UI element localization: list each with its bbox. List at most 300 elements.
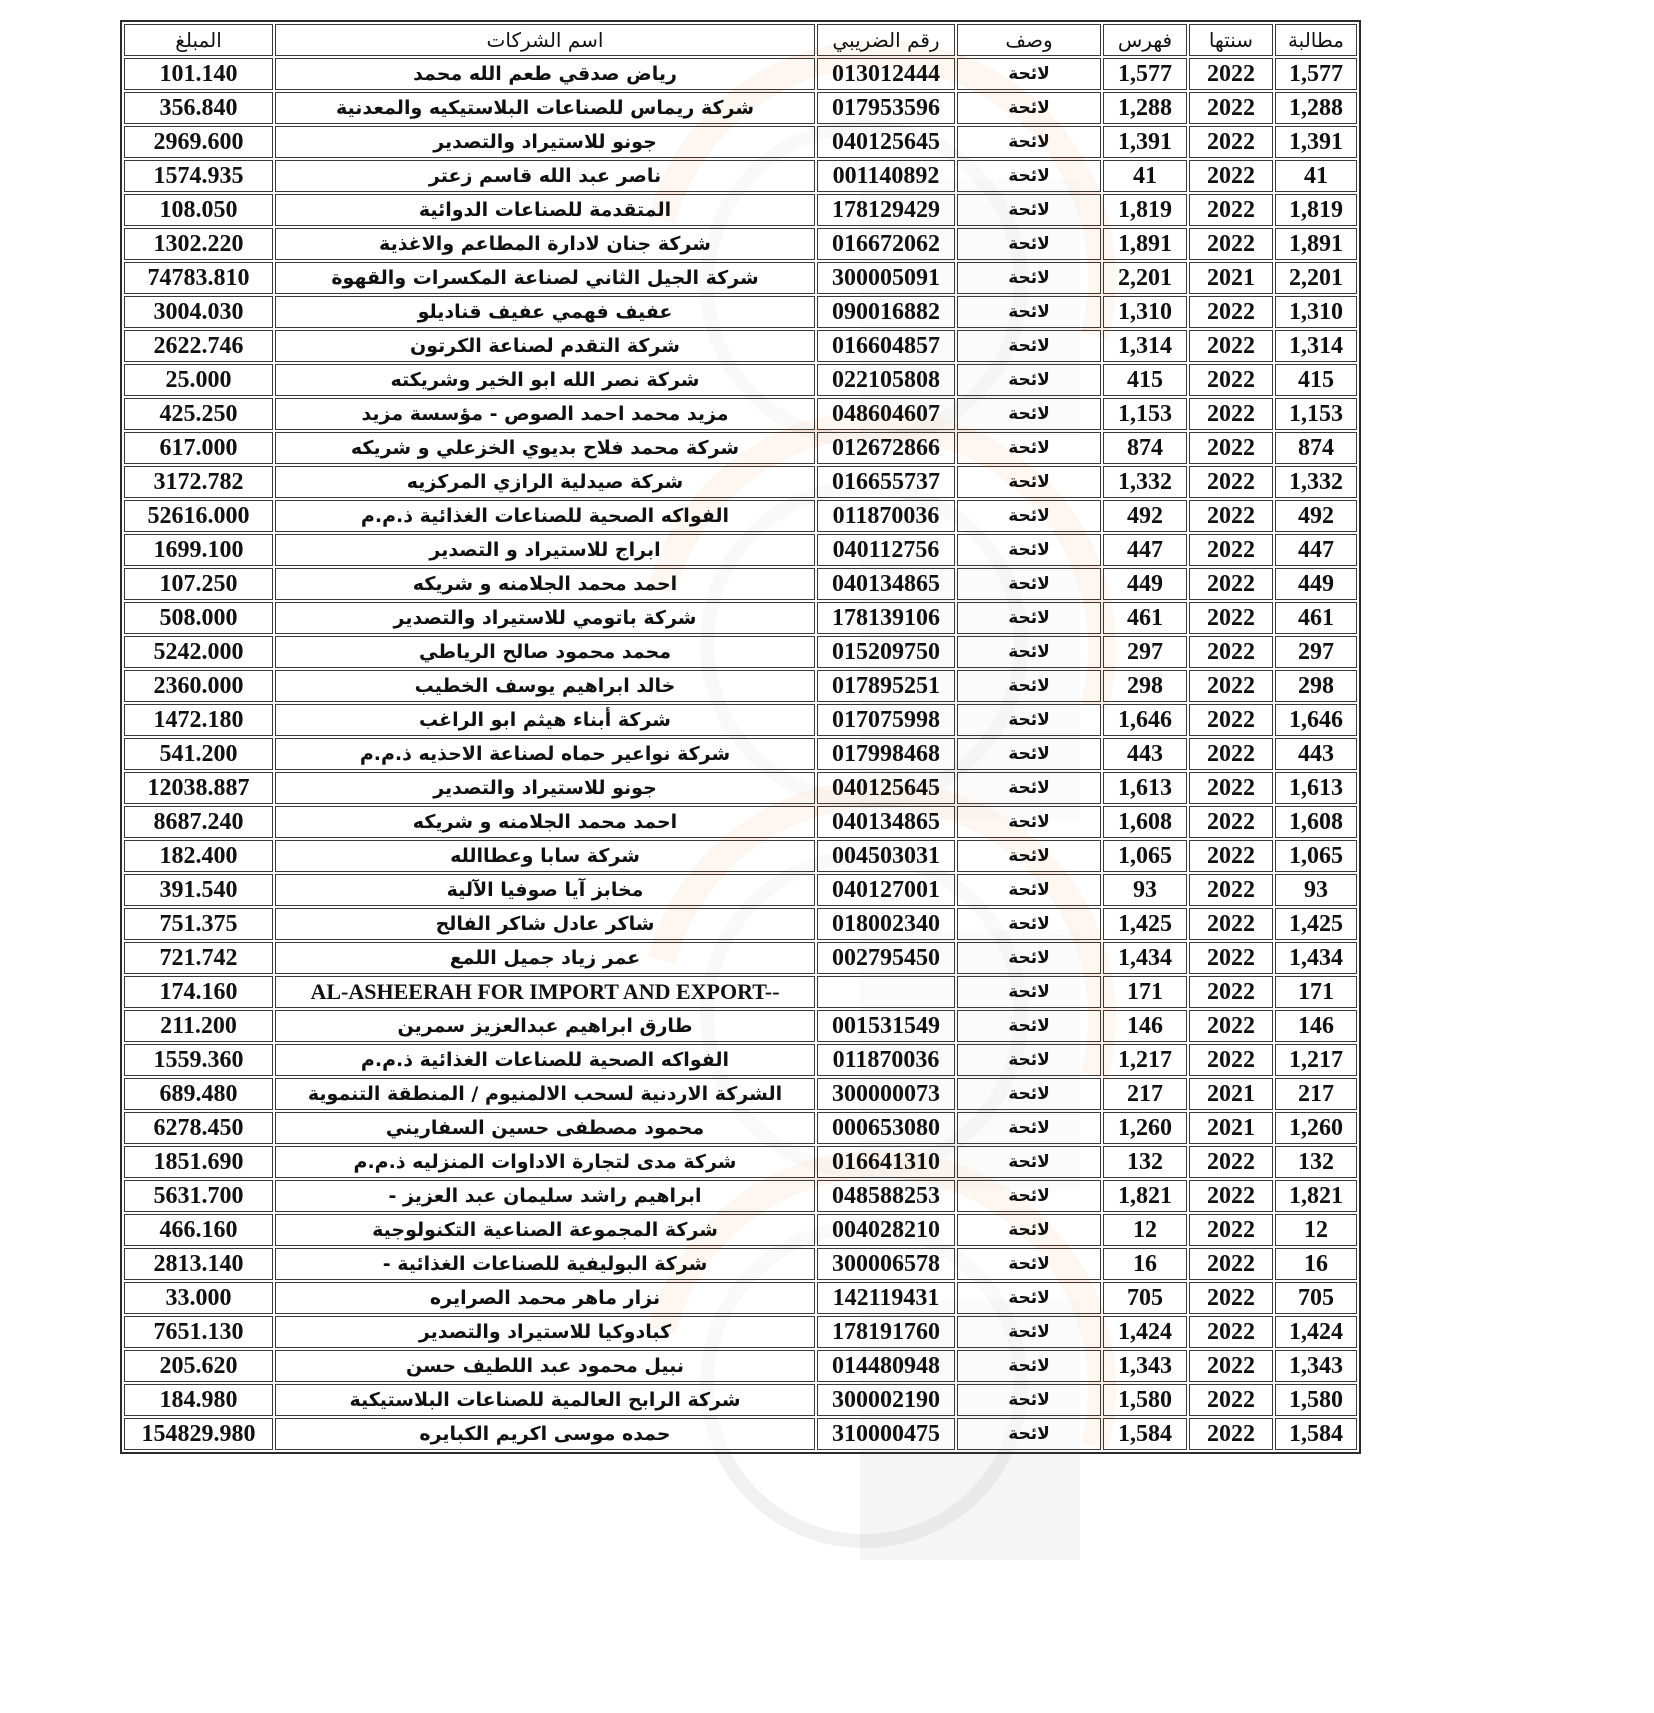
cell-year: 2021 bbox=[1189, 1112, 1273, 1144]
cell-company-name: مخابز آيا صوفيا الآلية bbox=[275, 874, 815, 906]
cell-index: 93 bbox=[1103, 874, 1187, 906]
cell-claim: 2,201 bbox=[1275, 262, 1357, 294]
cell-description: لائحة bbox=[957, 806, 1101, 838]
cell-claim: 146 bbox=[1275, 1010, 1357, 1042]
cell-description: لائحة bbox=[957, 1078, 1101, 1110]
cell-tax-number: 016655737 bbox=[817, 466, 955, 498]
table-row bbox=[124, 772, 1357, 804]
cell-year: 2022 bbox=[1189, 568, 1273, 600]
cell-index: 298 bbox=[1103, 670, 1187, 702]
cell-company-name: جونو للاستيراد والتصدير bbox=[275, 126, 815, 158]
cell-year: 2022 bbox=[1189, 500, 1273, 532]
cell-claim: 1,343 bbox=[1275, 1350, 1357, 1382]
cell-tax-number: 178129429 bbox=[817, 194, 955, 226]
cell-amount: 1699.100 bbox=[124, 534, 273, 566]
cell-year: 2022 bbox=[1189, 364, 1273, 396]
cell-company-name: احمد محمد الجلامنه و شريكه bbox=[275, 568, 815, 600]
table-row bbox=[124, 942, 1357, 974]
cell-amount: 1851.690 bbox=[124, 1146, 273, 1178]
cell-company-name: شركة نصر الله ابو الخير وشريكته bbox=[275, 364, 815, 396]
table-row bbox=[124, 1112, 1357, 1144]
cell-description: لائحة bbox=[957, 58, 1101, 90]
cell-company-name: شركة التقدم لصناعة الكرتون bbox=[275, 330, 815, 362]
header-tax-number: رقم الضريبي bbox=[817, 24, 955, 56]
cell-description: لائحة bbox=[957, 296, 1101, 328]
cell-tax-number: 040112756 bbox=[817, 534, 955, 566]
cell-index: 1,646 bbox=[1103, 704, 1187, 736]
cell-year: 2022 bbox=[1189, 1350, 1273, 1382]
cell-company-name: حمده موسى اكريم الكبايره bbox=[275, 1418, 815, 1450]
cell-company-name: المتقدمة للصناعات الدوائية bbox=[275, 194, 815, 226]
cell-tax-number: 013012444 bbox=[817, 58, 955, 90]
cell-company-name: مزيد محمد احمد الصوص - مؤسسة مزيد bbox=[275, 398, 815, 430]
cell-amount: 751.375 bbox=[124, 908, 273, 940]
cell-year: 2022 bbox=[1189, 772, 1273, 804]
cell-tax-number: 012672866 bbox=[817, 432, 955, 464]
table-row bbox=[124, 126, 1357, 158]
cell-tax-number: 002795450 bbox=[817, 942, 955, 974]
cell-company-name: احمد محمد الجلامنه و شريكه bbox=[275, 806, 815, 838]
cell-year: 2021 bbox=[1189, 1078, 1273, 1110]
cell-tax-number: 300002190 bbox=[817, 1384, 955, 1416]
cell-company-name: كبادوكيا للاستيراد والتصدير bbox=[275, 1316, 815, 1348]
cell-tax-number: 001531549 bbox=[817, 1010, 955, 1042]
cell-claim: 1,580 bbox=[1275, 1384, 1357, 1416]
cell-tax-number: 017953596 bbox=[817, 92, 955, 124]
cell-tax-number: 040134865 bbox=[817, 806, 955, 838]
cell-index: 1,391 bbox=[1103, 126, 1187, 158]
cell-tax-number: 004028210 bbox=[817, 1214, 955, 1246]
cell-company-name: شاكر عادل شاكر الفالح bbox=[275, 908, 815, 940]
cell-description: لائحة bbox=[957, 1180, 1101, 1212]
cell-tax-number: 011870036 bbox=[817, 1044, 955, 1076]
header-description: وصف bbox=[957, 24, 1101, 56]
cell-amount: 356.840 bbox=[124, 92, 273, 124]
cell-description: لائحة bbox=[957, 534, 1101, 566]
cell-description: لائحة bbox=[957, 160, 1101, 192]
cell-company-name: شركة البوليفية للصناعات الغذائية - bbox=[275, 1248, 815, 1280]
cell-claim: 461 bbox=[1275, 602, 1357, 634]
cell-year: 2022 bbox=[1189, 432, 1273, 464]
cell-index: 1,613 bbox=[1103, 772, 1187, 804]
cell-year: 2021 bbox=[1189, 262, 1273, 294]
cell-claim: 1,646 bbox=[1275, 704, 1357, 736]
table-row bbox=[124, 1350, 1357, 1382]
cell-description: لائحة bbox=[957, 670, 1101, 702]
cell-tax-number: 040134865 bbox=[817, 568, 955, 600]
cell-company-name: AL-ASHEERAH FOR IMPORT AND EXPORT-- bbox=[275, 976, 815, 1008]
cell-year: 2022 bbox=[1189, 908, 1273, 940]
cell-company-name: محمد محمود صالح الرياطي bbox=[275, 636, 815, 668]
table-row bbox=[124, 228, 1357, 260]
cell-claim: 41 bbox=[1275, 160, 1357, 192]
cell-index: 1,260 bbox=[1103, 1112, 1187, 1144]
cell-amount: 154829.980 bbox=[124, 1418, 273, 1450]
cell-index: 1,608 bbox=[1103, 806, 1187, 838]
cell-year: 2022 bbox=[1189, 976, 1273, 1008]
cell-claim: 1,424 bbox=[1275, 1316, 1357, 1348]
table-row bbox=[124, 1010, 1357, 1042]
cell-tax-number: 016672062 bbox=[817, 228, 955, 260]
cell-tax-number: 015209750 bbox=[817, 636, 955, 668]
cell-company-name: شركة نواعير حماه لصناعة الاحذيه ذ.م.م bbox=[275, 738, 815, 770]
table-row bbox=[124, 330, 1357, 362]
cell-tax-number: 000653080 bbox=[817, 1112, 955, 1144]
cell-company-name: عفيف فهمي عفيف قناديلو bbox=[275, 296, 815, 328]
table-row bbox=[124, 1180, 1357, 1212]
cell-company-name: شركة المجموعة الصناعية التكنولوجية bbox=[275, 1214, 815, 1246]
cell-description: لائحة bbox=[957, 602, 1101, 634]
cell-amount: 184.980 bbox=[124, 1384, 273, 1416]
cell-amount: 108.050 bbox=[124, 194, 273, 226]
cell-index: 1,288 bbox=[1103, 92, 1187, 124]
cell-company-name: شركة صيدلية الرازي المركزيه bbox=[275, 466, 815, 498]
cell-amount: 1302.220 bbox=[124, 228, 273, 260]
cell-description: لائحة bbox=[957, 942, 1101, 974]
cell-description: لائحة bbox=[957, 636, 1101, 668]
header-company-name: اسم الشركات bbox=[275, 24, 815, 56]
cell-company-name: عمر زياد جميل اللمع bbox=[275, 942, 815, 974]
table-row bbox=[124, 670, 1357, 702]
cell-company-name: جونو للاستيراد والتصدير bbox=[275, 772, 815, 804]
cell-year: 2022 bbox=[1189, 670, 1273, 702]
cell-amount: 52616.000 bbox=[124, 500, 273, 532]
cell-company-name: محمود مصطفى حسين السفاريني bbox=[275, 1112, 815, 1144]
cell-tax-number: 178139106 bbox=[817, 602, 955, 634]
cell-tax-number: 310000475 bbox=[817, 1418, 955, 1450]
table-row bbox=[124, 874, 1357, 906]
cell-claim: 1,821 bbox=[1275, 1180, 1357, 1212]
cell-index: 1,314 bbox=[1103, 330, 1187, 362]
cell-index: 1,217 bbox=[1103, 1044, 1187, 1076]
cell-year: 2022 bbox=[1189, 1384, 1273, 1416]
cell-index: 12 bbox=[1103, 1214, 1187, 1246]
cell-index: 171 bbox=[1103, 976, 1187, 1008]
cell-company-name: خالد ابراهيم يوسف الخطيب bbox=[275, 670, 815, 702]
cell-index: 1,065 bbox=[1103, 840, 1187, 872]
cell-amount: 721.742 bbox=[124, 942, 273, 974]
table-row bbox=[124, 92, 1357, 124]
cell-index: 449 bbox=[1103, 568, 1187, 600]
table-row bbox=[124, 1316, 1357, 1348]
cell-year: 2022 bbox=[1189, 534, 1273, 566]
cell-company-name: نبيل محمود عبد اللطيف حسن bbox=[275, 1350, 815, 1382]
cell-index: 461 bbox=[1103, 602, 1187, 634]
cell-amount: 211.200 bbox=[124, 1010, 273, 1042]
cell-claim: 443 bbox=[1275, 738, 1357, 770]
table-row bbox=[124, 738, 1357, 770]
table-row bbox=[124, 1146, 1357, 1178]
cell-description: لائحة bbox=[957, 92, 1101, 124]
cell-description: لائحة bbox=[957, 262, 1101, 294]
cell-claim: 298 bbox=[1275, 670, 1357, 702]
cell-description: لائحة bbox=[957, 364, 1101, 396]
cell-company-name: طارق ابراهيم عبدالعزيز سمرين bbox=[275, 1010, 815, 1042]
cell-year: 2022 bbox=[1189, 1316, 1273, 1348]
cell-company-name: شركة جنان لادارة المطاعم والاغذية bbox=[275, 228, 815, 260]
cell-index: 1,153 bbox=[1103, 398, 1187, 430]
cell-tax-number: 016604857 bbox=[817, 330, 955, 362]
cell-description: لائحة bbox=[957, 398, 1101, 430]
cell-company-name: الفواكه الصحية للصناعات الغذائية ذ.م.م bbox=[275, 1044, 815, 1076]
cell-description: لائحة bbox=[957, 1214, 1101, 1246]
cell-index: 1,821 bbox=[1103, 1180, 1187, 1212]
cell-amount: 205.620 bbox=[124, 1350, 273, 1382]
cell-tax-number: 300006578 bbox=[817, 1248, 955, 1280]
cell-amount: 33.000 bbox=[124, 1282, 273, 1314]
cell-tax-number: 014480948 bbox=[817, 1350, 955, 1382]
cell-year: 2022 bbox=[1189, 126, 1273, 158]
cell-tax-number: 022105808 bbox=[817, 364, 955, 396]
cell-index: 16 bbox=[1103, 1248, 1187, 1280]
cell-company-name: شركة باتومي للاستيراد والتصدير bbox=[275, 602, 815, 634]
cell-amount: 2969.600 bbox=[124, 126, 273, 158]
cell-company-name: شركة سابا وعطاالله bbox=[275, 840, 815, 872]
cell-tax-number: 017998468 bbox=[817, 738, 955, 770]
cell-description: لائحة bbox=[957, 908, 1101, 940]
cell-year: 2022 bbox=[1189, 1180, 1273, 1212]
cell-tax-number: 048604607 bbox=[817, 398, 955, 430]
cell-claim: 12 bbox=[1275, 1214, 1357, 1246]
table-row bbox=[124, 364, 1357, 396]
cell-index: 1,434 bbox=[1103, 942, 1187, 974]
cell-claim: 171 bbox=[1275, 976, 1357, 1008]
cell-year: 2022 bbox=[1189, 806, 1273, 838]
cell-year: 2022 bbox=[1189, 398, 1273, 430]
table-row bbox=[124, 602, 1357, 634]
table-row bbox=[124, 262, 1357, 294]
cell-year: 2022 bbox=[1189, 92, 1273, 124]
cell-company-name: ناصر عبد الله قاسم زعتر bbox=[275, 160, 815, 192]
cell-description: لائحة bbox=[957, 1316, 1101, 1348]
table-row bbox=[124, 466, 1357, 498]
cell-claim: 217 bbox=[1275, 1078, 1357, 1110]
cell-year: 2022 bbox=[1189, 1044, 1273, 1076]
cell-index: 1,584 bbox=[1103, 1418, 1187, 1450]
cell-company-name: شركة ريماس للصناعات البلاستيكيه والمعدنية bbox=[275, 92, 815, 124]
cell-amount: 2360.000 bbox=[124, 670, 273, 702]
cell-tax-number: 017075998 bbox=[817, 704, 955, 736]
cell-description: لائحة bbox=[957, 738, 1101, 770]
header-amount: المبلغ bbox=[124, 24, 273, 56]
cell-year: 2022 bbox=[1189, 228, 1273, 260]
cell-amount: 5631.700 bbox=[124, 1180, 273, 1212]
table-row bbox=[124, 908, 1357, 940]
table-row bbox=[124, 1384, 1357, 1416]
header-index: فهرس bbox=[1103, 24, 1187, 56]
cell-amount: 7651.130 bbox=[124, 1316, 273, 1348]
cell-year: 2022 bbox=[1189, 160, 1273, 192]
cell-amount: 5242.000 bbox=[124, 636, 273, 668]
cell-year: 2022 bbox=[1189, 738, 1273, 770]
cell-amount: 2813.140 bbox=[124, 1248, 273, 1280]
table-row bbox=[124, 636, 1357, 668]
table-row bbox=[124, 568, 1357, 600]
cell-company-name: شركة الجيل الثاني لصناعة المكسرات والقهوة bbox=[275, 262, 815, 294]
cell-tax-number: 040127001 bbox=[817, 874, 955, 906]
cell-description: لائحة bbox=[957, 1418, 1101, 1450]
cell-amount: 3172.782 bbox=[124, 466, 273, 498]
cell-amount: 74783.810 bbox=[124, 262, 273, 294]
cell-company-name: شركة الرابح العالمية للصناعات البلاستيكية bbox=[275, 1384, 815, 1416]
cell-description: لائحة bbox=[957, 840, 1101, 872]
cell-description: لائحة bbox=[957, 1044, 1101, 1076]
table-row bbox=[124, 1044, 1357, 1076]
cell-tax-number: 040125645 bbox=[817, 772, 955, 804]
cell-year: 2022 bbox=[1189, 296, 1273, 328]
cell-index: 415 bbox=[1103, 364, 1187, 396]
cell-tax-number: 300005091 bbox=[817, 262, 955, 294]
cell-company-name: شركة أبناء هيثم ابو الراغب bbox=[275, 704, 815, 736]
cell-tax-number: 040125645 bbox=[817, 126, 955, 158]
cell-claim: 1,260 bbox=[1275, 1112, 1357, 1144]
claims-table-sheet bbox=[120, 20, 1361, 1454]
cell-amount: 541.200 bbox=[124, 738, 273, 770]
cell-index: 1,343 bbox=[1103, 1350, 1187, 1382]
cell-index: 492 bbox=[1103, 500, 1187, 532]
cell-claim: 1,584 bbox=[1275, 1418, 1357, 1450]
table-row bbox=[124, 1248, 1357, 1280]
cell-description: لائحة bbox=[957, 772, 1101, 804]
cell-description: لائحة bbox=[957, 194, 1101, 226]
cell-tax-number: 090016882 bbox=[817, 296, 955, 328]
cell-company-name: شركة مدى لتجارة الاداوات المنزليه ذ.م.م bbox=[275, 1146, 815, 1178]
cell-amount: 1559.360 bbox=[124, 1044, 273, 1076]
cell-description: لائحة bbox=[957, 1146, 1101, 1178]
header-year: سنتها bbox=[1189, 24, 1273, 56]
cell-index: 2,201 bbox=[1103, 262, 1187, 294]
cell-description: لائحة bbox=[957, 330, 1101, 362]
table-row bbox=[124, 1078, 1357, 1110]
cell-claim: 1,314 bbox=[1275, 330, 1357, 362]
cell-claim: 1,217 bbox=[1275, 1044, 1357, 1076]
cell-index: 217 bbox=[1103, 1078, 1187, 1110]
cell-index: 1,425 bbox=[1103, 908, 1187, 940]
cell-claim: 874 bbox=[1275, 432, 1357, 464]
table-row bbox=[124, 1282, 1357, 1314]
cell-index: 1,819 bbox=[1103, 194, 1187, 226]
cell-tax-number: 142119431 bbox=[817, 1282, 955, 1314]
cell-amount: 425.250 bbox=[124, 398, 273, 430]
cell-tax-number: 017895251 bbox=[817, 670, 955, 702]
cell-year: 2022 bbox=[1189, 330, 1273, 362]
cell-company-name: ابراج للاستيراد و التصدير bbox=[275, 534, 815, 566]
cell-index: 1,577 bbox=[1103, 58, 1187, 90]
table-row bbox=[124, 1418, 1357, 1450]
cell-description: لائحة bbox=[957, 976, 1101, 1008]
table-row bbox=[124, 1214, 1357, 1246]
cell-amount: 8687.240 bbox=[124, 806, 273, 838]
cell-claim: 447 bbox=[1275, 534, 1357, 566]
cell-index: 443 bbox=[1103, 738, 1187, 770]
cell-claim: 1,332 bbox=[1275, 466, 1357, 498]
cell-claim: 1,819 bbox=[1275, 194, 1357, 226]
table-row bbox=[124, 806, 1357, 838]
table-row bbox=[124, 500, 1357, 532]
cell-company-name: نزار ماهر محمد الصرايره bbox=[275, 1282, 815, 1314]
cell-claim: 1,288 bbox=[1275, 92, 1357, 124]
cell-index: 1,580 bbox=[1103, 1384, 1187, 1416]
cell-claim: 1,891 bbox=[1275, 228, 1357, 260]
cell-index: 132 bbox=[1103, 1146, 1187, 1178]
cell-claim: 415 bbox=[1275, 364, 1357, 396]
cell-amount: 101.140 bbox=[124, 58, 273, 90]
cell-amount: 174.160 bbox=[124, 976, 273, 1008]
cell-tax-number: 016641310 bbox=[817, 1146, 955, 1178]
cell-description: لائحة bbox=[957, 1112, 1101, 1144]
cell-year: 2022 bbox=[1189, 874, 1273, 906]
cell-amount: 617.000 bbox=[124, 432, 273, 464]
table-row bbox=[124, 432, 1357, 464]
table-row bbox=[124, 160, 1357, 192]
cell-amount: 391.540 bbox=[124, 874, 273, 906]
cell-amount: 12038.887 bbox=[124, 772, 273, 804]
table-header-row bbox=[124, 24, 1357, 56]
cell-year: 2022 bbox=[1189, 1010, 1273, 1042]
cell-description: لائحة bbox=[957, 466, 1101, 498]
cell-year: 2022 bbox=[1189, 1248, 1273, 1280]
cell-year: 2022 bbox=[1189, 840, 1273, 872]
cell-tax-number: 004503031 bbox=[817, 840, 955, 872]
cell-description: لائحة bbox=[957, 1248, 1101, 1280]
cell-company-name: رياض صدقي طعم الله محمد bbox=[275, 58, 815, 90]
cell-company-name: الفواكه الصحية للصناعات الغذائية ذ.م.م bbox=[275, 500, 815, 532]
cell-amount: 6278.450 bbox=[124, 1112, 273, 1144]
cell-tax-number: 048588253 bbox=[817, 1180, 955, 1212]
cell-index: 1,424 bbox=[1103, 1316, 1187, 1348]
cell-amount: 689.480 bbox=[124, 1078, 273, 1110]
cell-claim: 16 bbox=[1275, 1248, 1357, 1280]
table-row bbox=[124, 194, 1357, 226]
cell-year: 2022 bbox=[1189, 602, 1273, 634]
cell-company-name: ابراهيم راشد سليمان عبد العزيز - bbox=[275, 1180, 815, 1212]
cell-index: 874 bbox=[1103, 432, 1187, 464]
cell-year: 2022 bbox=[1189, 1418, 1273, 1450]
cell-amount: 466.160 bbox=[124, 1214, 273, 1246]
table-row bbox=[124, 398, 1357, 430]
cell-claim: 132 bbox=[1275, 1146, 1357, 1178]
cell-company-name: الشركة الاردنية لسحب الالمنيوم / المنطقة التنموية bbox=[275, 1078, 815, 1110]
cell-index: 705 bbox=[1103, 1282, 1187, 1314]
cell-year: 2022 bbox=[1189, 466, 1273, 498]
cell-description: لائحة bbox=[957, 1282, 1101, 1314]
cell-claim: 1,310 bbox=[1275, 296, 1357, 328]
cell-index: 1,332 bbox=[1103, 466, 1187, 498]
cell-claim: 1,434 bbox=[1275, 942, 1357, 974]
cell-description: لائحة bbox=[957, 126, 1101, 158]
table-row bbox=[124, 58, 1357, 90]
cell-year: 2022 bbox=[1189, 1146, 1273, 1178]
cell-description: لائحة bbox=[957, 1350, 1101, 1382]
cell-amount: 3004.030 bbox=[124, 296, 273, 328]
cell-claim: 297 bbox=[1275, 636, 1357, 668]
cell-claim: 1,153 bbox=[1275, 398, 1357, 430]
cell-claim: 449 bbox=[1275, 568, 1357, 600]
cell-index: 146 bbox=[1103, 1010, 1187, 1042]
cell-index: 1,891 bbox=[1103, 228, 1187, 260]
cell-claim: 705 bbox=[1275, 1282, 1357, 1314]
cell-amount: 508.000 bbox=[124, 602, 273, 634]
cell-amount: 107.250 bbox=[124, 568, 273, 600]
cell-description: لائحة bbox=[957, 500, 1101, 532]
cell-year: 2022 bbox=[1189, 942, 1273, 974]
cell-tax-number: 300000073 bbox=[817, 1078, 955, 1110]
cell-description: لائحة bbox=[957, 704, 1101, 736]
cell-tax-number bbox=[817, 976, 955, 1008]
cell-year: 2022 bbox=[1189, 58, 1273, 90]
cell-year: 2022 bbox=[1189, 1214, 1273, 1246]
cell-tax-number: 011870036 bbox=[817, 500, 955, 532]
